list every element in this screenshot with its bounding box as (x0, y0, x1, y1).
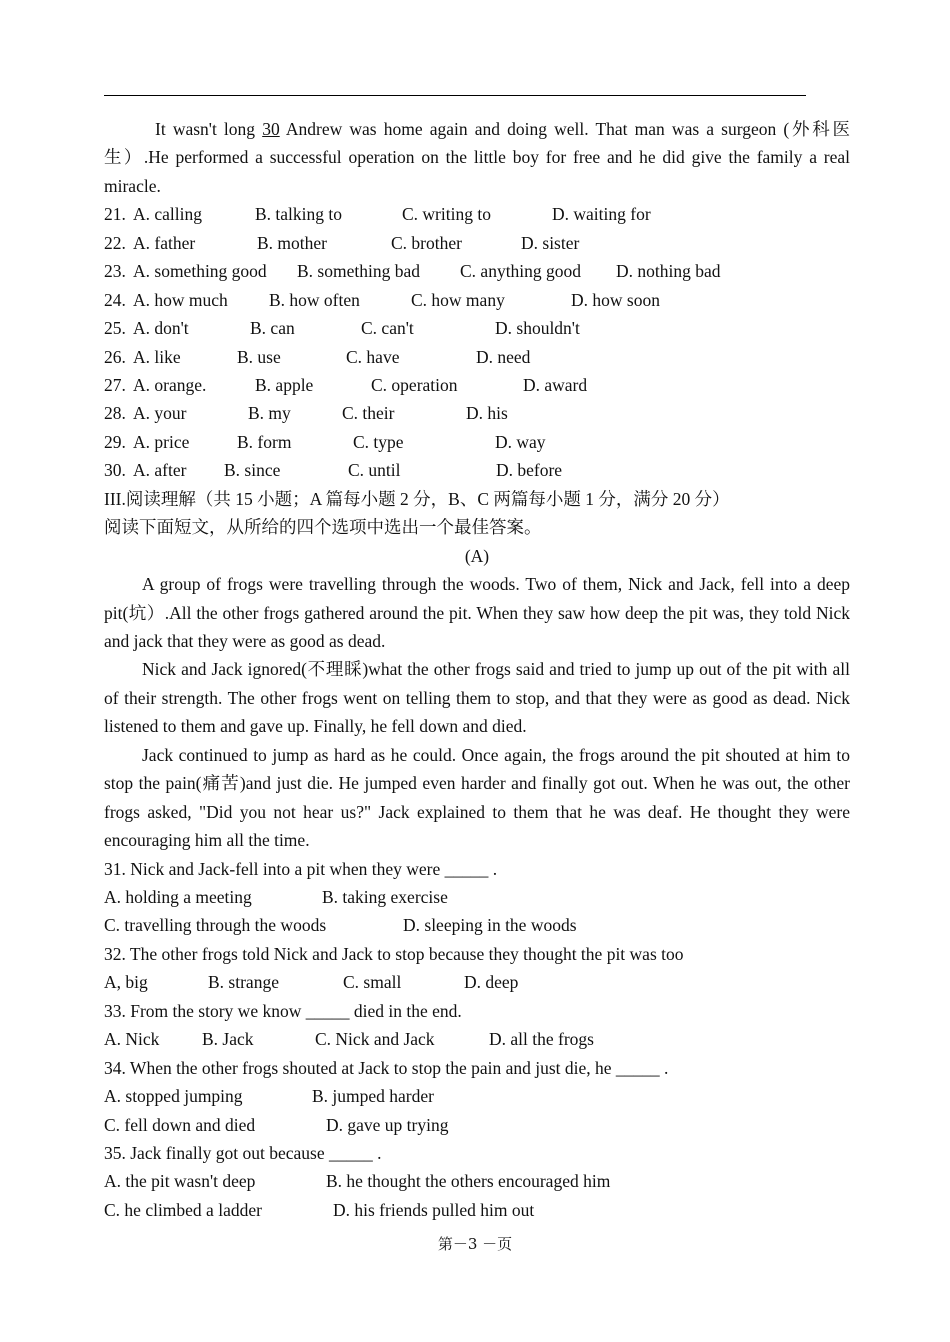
passage-paragraph-1: A group of frogs were travelling through the woods. Two of them, Nick and Jack, fell into a deep pit(坑）.All the other frogs gathered around the pit. When they saw how deep the pit was, they told Nick and jack that they were as good as dead. (104, 574, 850, 651)
reading-question-31 (104, 855, 850, 940)
option-row: A. Nick B. Jack C. Nick and Jack D. all the frogs (104, 1029, 594, 1050)
cloze-question-25: 25. A. don't B. can C. can't D. shouldn't (104, 318, 580, 339)
cloze-question-30: 30. A. after B. since C. until D. before (104, 460, 563, 481)
option-row: C. fell down and died D. gave up trying (104, 1114, 449, 1135)
option-row: C. he climbed a ladder D. his friends pulled him out (104, 1199, 535, 1220)
reading-question-34 (104, 1054, 850, 1139)
cloze-question-23: 23. A. something good B. something bad C. anything good D. nothing bad (104, 261, 721, 282)
reading-question-33 (104, 997, 850, 1054)
question-stem: 34. When the other frogs shouted at Jack to stop the pain and just die, he _____ . (104, 1057, 669, 1078)
cloze-question-27: 27. A. orange. B. apple C. operation D. award (104, 374, 588, 395)
option-row: A. the pit wasn't deep B. he thought the others encouraged him (104, 1171, 611, 1192)
cloze-question-24: 24. A. how much B. how often C. how many D. how soon (104, 289, 660, 310)
question-stem: 35. Jack finally got out because _____ . (104, 1142, 382, 1163)
cloze-options (104, 200, 850, 484)
question-stem: 33. From the story we know _____ died in the end. (104, 1000, 462, 1021)
passage-label: (A) (464, 545, 490, 566)
section-heading: III.阅读理解（共 15 小题；A 篇每小题 2 分，B、C 两篇每小题 1 分，满分 20 分） (104, 488, 730, 509)
cloze-question-22: 22. A. father B. mother C. brother D. sister (104, 232, 580, 253)
header-rule (104, 95, 806, 96)
option-row: A. holding a meeting B. taking exercise (104, 887, 448, 908)
passage-paragraph-2: Nick and Jack ignored(不理睬)what the other frogs said and tried to jump up out of the pit with all of their strength. The other frogs went on telling them to stop, and that they were as good as dead. Nick listened to them and gave up. Finally, he fell down and died. (104, 659, 850, 737)
option-row: A, big B. strange C. small D. deep (104, 972, 519, 993)
reading-question-35 (104, 1139, 850, 1224)
option-row: A. stopped jumping B. jumped harder (104, 1086, 434, 1107)
passage-paragraph-3: Jack continued to jump as hard as he could. Once again, the frogs around the pit shouted at him to stop the pain(痛苦)and just die. He jumped even harder and finally got out. When he was out, the other frogs asked, "Did you not hear us?" Jack explained to them that he was deaf. He thought they were encouraging him all the time. (104, 744, 850, 851)
cloze-question-26: 26. A. like B. use C. have D. need (104, 346, 531, 367)
page-footer: 第－3 －页 (437, 1235, 513, 1253)
blank-number: 30 (262, 119, 280, 139)
section-instruction: 阅读下面短文，从所给的四个选项中选出一个最佳答案。 (104, 517, 542, 538)
option-row: C. travelling through the woods D. sleeping in the woods (104, 915, 577, 936)
reading-question-32 (104, 940, 850, 997)
cloze-question-21: 21. A. calling B. talking to C. writing to D. waiting for (104, 204, 651, 225)
intro-paragraph: It wasn't long 30 Andrew was home again and doing well. That man was a surgeon (外科医生）.He performed a successful operation on the little boy for free and he did give the family a real miracle. (104, 119, 850, 196)
question-stem: 31. Nick and Jack-fell into a pit when they were _____ . (104, 858, 498, 879)
question-stem: 32. The other frogs told Nick and Jack to stop because they thought the pit was too (104, 943, 684, 964)
page-content (104, 115, 850, 1224)
cloze-question-28: 28. A. your B. my C. their D. his (104, 403, 508, 424)
cloze-question-29: 29. A. price B. form C. type D. way (104, 431, 546, 452)
